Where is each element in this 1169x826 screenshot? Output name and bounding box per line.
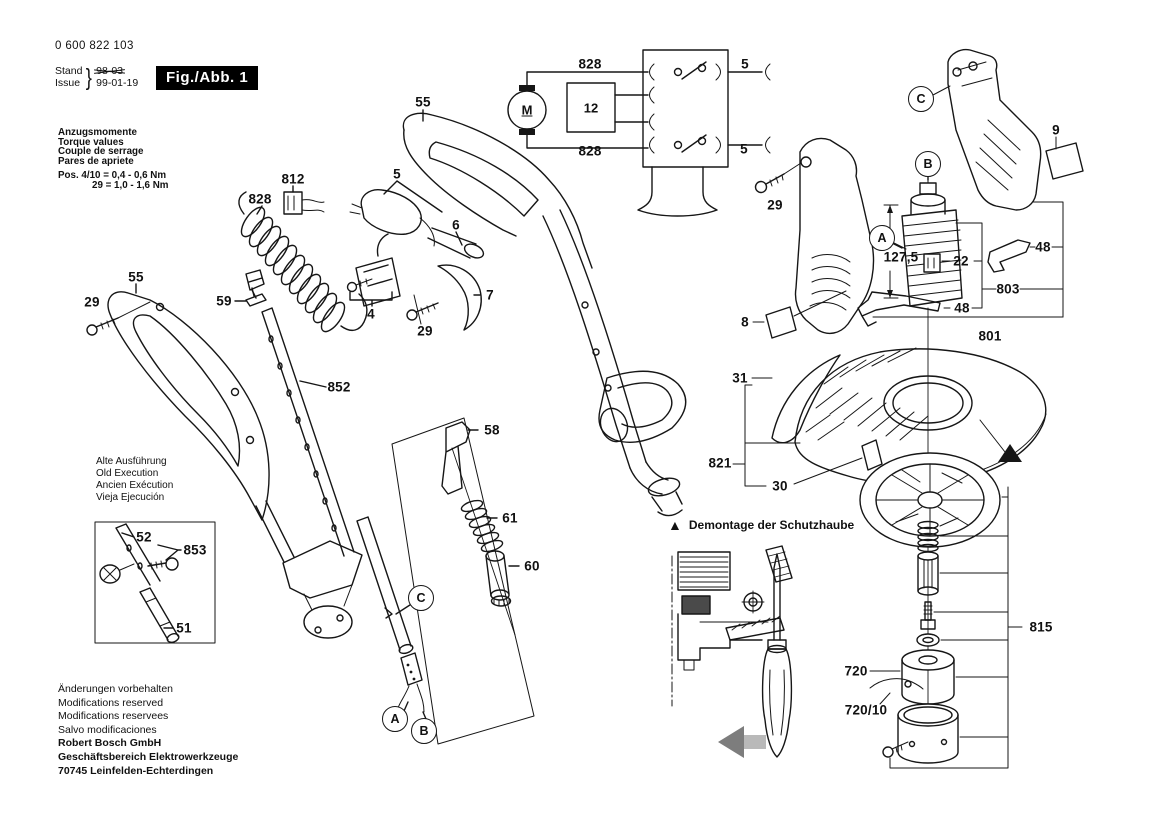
part-label-5: 5	[393, 166, 401, 182]
part-label-828: 828	[578, 143, 602, 159]
guard-removal-inset-drawing	[672, 546, 792, 758]
part-label-803: 803	[996, 281, 1020, 297]
detail-marker-A: A	[869, 225, 895, 251]
old-execution-es: Vieja Ejecución	[96, 492, 165, 503]
stand-issue-block	[55, 63, 139, 90]
part-label-828: 828	[578, 56, 602, 72]
guard-removal-note-text: Demontage der Schutzhaube	[688, 518, 855, 532]
guard-removal-note	[668, 518, 854, 532]
lock-lever-detail-drawing	[392, 418, 534, 744]
part-label-31: 31	[732, 370, 748, 386]
part-label-55: 55	[415, 94, 431, 110]
footer-line-es: Salvo modificaciones	[58, 723, 157, 736]
torque-title-de: Anzugsmomente	[58, 127, 137, 138]
part-label-7: 7	[486, 287, 494, 303]
part-label-5: 5	[740, 141, 748, 157]
part-label-8: 8	[741, 314, 749, 330]
part-label-48: 48	[954, 300, 970, 316]
part-label-5: 5	[741, 56, 749, 72]
footer-city: 70745 Leinfelden-Echterdingen	[58, 764, 214, 777]
old-execution-de: Alte Ausführung	[96, 456, 167, 467]
issue-label: Issue	[55, 76, 81, 89]
part-label-720-10: 720/10	[844, 702, 888, 718]
part-label-801: 801	[978, 328, 1002, 344]
motor-symbol-label: M	[521, 102, 533, 118]
footer-company-name: Robert Bosch GmbH	[58, 737, 162, 750]
circuit-diagram-drawing	[508, 50, 770, 216]
part-label-29: 29	[84, 294, 100, 310]
detail-marker-B: B	[411, 718, 437, 744]
old-execution-fr: Ancien Exécution	[96, 480, 174, 491]
old-execution-inset-drawing	[95, 522, 215, 644]
manufacturer-footer-block	[58, 683, 238, 778]
detail-marker-A: A	[382, 706, 408, 732]
footer-line-de: Änderungen vorbehalten	[58, 683, 174, 695]
part-label-22: 22	[953, 253, 969, 269]
footer-line-en: Modifications reserved	[58, 696, 164, 709]
part-label-51: 51	[176, 620, 192, 636]
part-label-815: 815	[1029, 619, 1053, 635]
module-12-label: 12	[583, 100, 599, 116]
part-label-59: 59	[216, 293, 232, 309]
part-label-6: 6	[452, 217, 460, 233]
part-label-4: 4	[367, 306, 375, 322]
part-label-58: 58	[484, 422, 500, 438]
torque-pos-line-1: Pos. 4/10 = 0,4 - 0,6 Nm	[58, 170, 167, 182]
detail-marker-C: C	[908, 86, 934, 112]
part-label-60: 60	[524, 558, 540, 574]
torque-pos-line-2: 29 = 1,0 - 1,6 Nm	[92, 179, 169, 191]
stand-label: Stand	[55, 65, 83, 77]
old-execution-block	[96, 456, 173, 504]
torque-title-es: Pares de apriete	[58, 155, 134, 167]
torque-values-block	[58, 128, 169, 191]
part-label-852: 852	[327, 379, 351, 395]
part-label-52: 52	[136, 529, 152, 545]
part-label-30: 30	[772, 478, 788, 494]
stand-old-value: 98-03	[96, 65, 123, 77]
torque-title-fr: Couple de serrage	[58, 146, 144, 158]
part-label-812: 812	[281, 171, 305, 187]
stand-issue-values	[96, 66, 138, 89]
issue-date: 99-01-19	[96, 76, 139, 89]
part-label-127-5: 127,5	[883, 249, 919, 265]
catalog-part-number: 0 600 822 103	[55, 40, 134, 52]
part-label-48: 48	[1035, 239, 1051, 255]
part-label-29: 29	[767, 197, 783, 213]
brace-glyph: }	[86, 63, 93, 90]
part-label-29: 29	[417, 323, 433, 339]
footer-division: Geschäftsbereich Elektrowerkzeuge	[58, 750, 239, 763]
part-label-9: 9	[1052, 122, 1060, 138]
part-label-853: 853	[183, 542, 207, 558]
detail-marker-B: B	[915, 151, 941, 177]
part-label-828: 828	[248, 191, 272, 207]
part-label-55: 55	[128, 269, 144, 285]
old-execution-en: Old Execution	[96, 468, 159, 479]
part-label-61: 61	[502, 510, 518, 526]
detail-marker-C: C	[408, 585, 434, 611]
footer-line-fr: Modifications reservees	[58, 710, 169, 723]
figure-number-box: Fig./Abb. 1	[156, 66, 258, 90]
part-label-720: 720	[844, 663, 868, 679]
stand-issue-labels	[55, 66, 82, 89]
torque-title-en: Torque values	[58, 136, 124, 148]
warning-triangle-icon: ▲	[668, 517, 682, 533]
part-label-821: 821	[708, 455, 732, 471]
